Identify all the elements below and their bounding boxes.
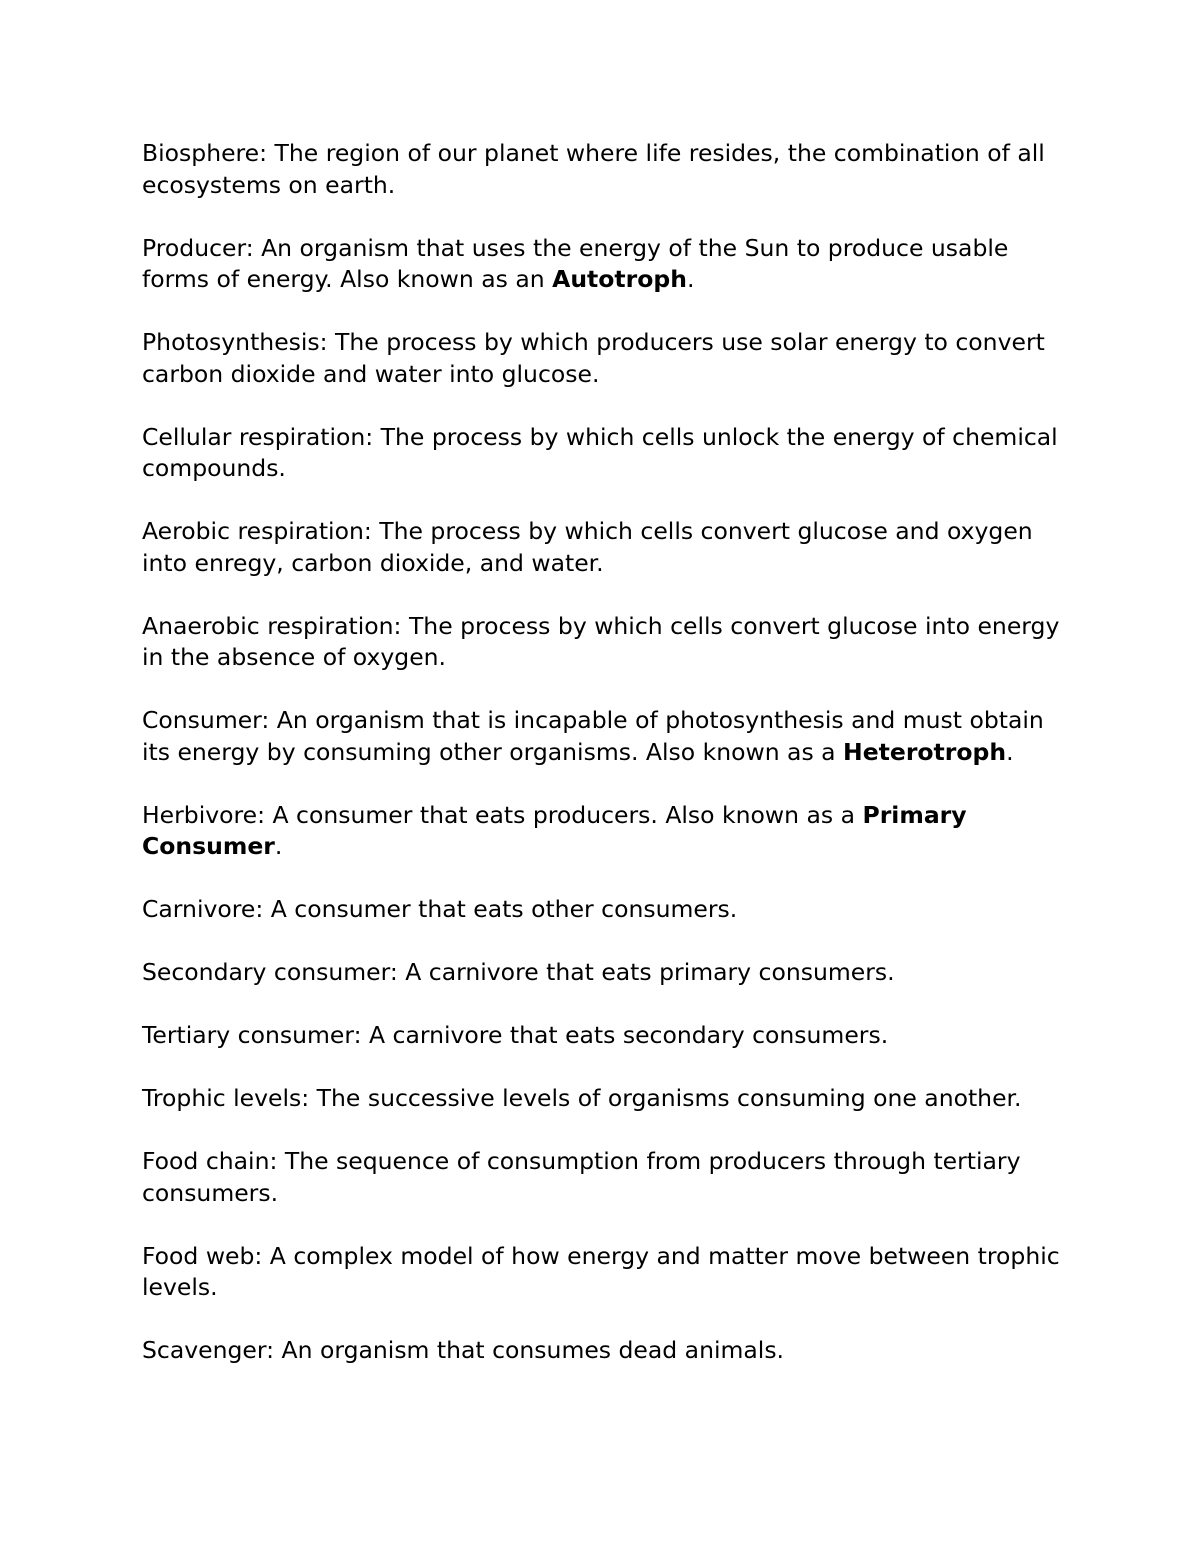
definition-carnivore: Carnivore: A consumer that eats other consumers. <box>142 895 738 923</box>
definition-food-chain: Food chain: The sequence of consumption from producers through tertiary consumers. <box>142 1147 1021 1207</box>
definition-consumer: Consumer: An organism that is incapable of photosynthesis and must obtain its energy by consuming other organisms. Also known as a Heterotroph. <box>142 706 1044 766</box>
definition-photosynthesis: Photosynthesis: The process by which producers use solar energy to convert carbon dioxide and water into glucose. <box>142 328 1045 388</box>
definition-aerobic-respiration: Aerobic respiration: The process by which cells convert glucose and oxygen into enregy, carbon dioxide, and water. <box>142 517 1033 577</box>
definition-cellular-respiration: Cellular respiration: The process by which cells unlock the energy of chemical compounds. <box>142 422 1058 482</box>
bold-term-heterotroph: Heterotroph <box>843 737 1007 766</box>
definition-secondary-consumer: Secondary consumer: A carnivore that eats primary consumers. <box>142 958 895 986</box>
definition-biosphere: Biosphere: The region of our planet where life resides, the combination of all ecosystems on earth. <box>142 139 1045 199</box>
bold-term-autotroph: Autotroph <box>552 265 687 293</box>
definition-anaerobic-respiration: Anaerobic respiration: The process by which cells convert glucose into energy in the absence of oxygen. <box>142 611 1060 671</box>
definition-trophic-levels: Trophic levels: The successive levels of organisms consuming one another. <box>142 1084 1022 1112</box>
definition-tertiary-consumer: Tertiary consumer: A carnivore that eats secondary consumers. <box>142 1021 889 1049</box>
definition-herbivore: Herbivore: A consumer that eats producers. Also known as a Primary Consumer. <box>142 800 967 860</box>
document-body <box>142 138 1072 1398</box>
definition-food-web: Food web: A complex model of how energy and matter move between trophic levels. <box>142 1241 1060 1301</box>
definition-producer: Producer: An organism that uses the energy of the Sun to produce usable forms of energy. Also known as an Autotroph. <box>142 233 1009 293</box>
bold-term-primary-consumer: Primary Consumer <box>142 800 967 860</box>
definition-scavenger: Scavenger: An organism that consumes dead animals. <box>142 1336 785 1364</box>
